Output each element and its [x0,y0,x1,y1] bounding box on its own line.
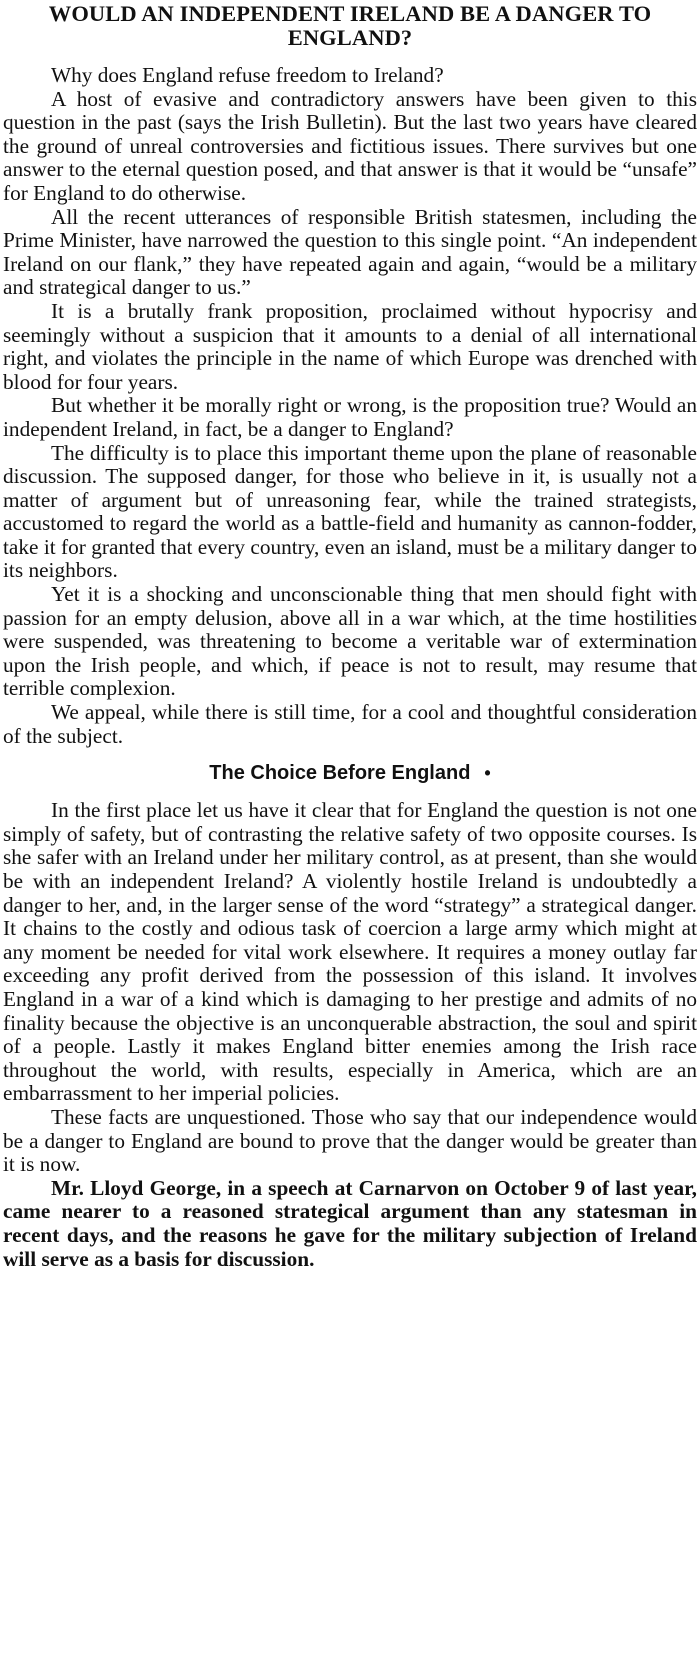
paragraph-7: Yet it is a shocking and unconscionable thing that men should fight with passion for an empty delusion, above all in a war which, at the time hostilities were suspended, was threatening to become a veritable war of extermination upon the Irish people, and which, if peace is not to result, may resume that terrible complexion. [3,582,697,701]
paragraph-4: It is a brutally frank proposition, proclaimed without hypocrisy and seemingly without a suspicion that it amounts to a denial of all international right, and violates the principle in the name of which Europe was drenched with blood for four years. [3,298,697,394]
paragraph-6: The difficulty is to place this important theme upon the plane of reasonable discussion. The supposed danger, for those who believe in it, is usually not a matter of argument but of unreasoning fear, while the trained strategists, accustomed to regard the world as a battle-field and humanity as cannon-fodder, take it for granted that every country, even an island, must be a military danger to its neighbors. [3,440,697,583]
paragraph-11: Mr. Lloyd George, in a speech at Carnarvon on October 9 of last year, came nearer to a reasoned strategical argument than any statesman in recent days, and the reasons he gave for the military subjection of Ireland will serve as a basis for discussion. [3,1175,697,1271]
article-headline: WOULD AN INDEPENDENT IRELAND BE A DANGER TO ENGLAND? [48,1,652,50]
newspaper-article [3,0,697,1271]
paragraph-10: These facts are unquestioned. Those who say that our independence would be a danger to England are bound to prove that the danger would be greater than it is now. [3,1104,697,1177]
paragraph-3: All the recent utterances of responsible British statesmen, including the Prime Minister, have narrowed the question to this single point. “An independent Ireland on our flank,” they have repeated again and again, “would be a military and strategical danger to us.” [3,204,697,300]
subheading-text: The Choice Before England [209,762,471,785]
article-body [3,64,697,1271]
paragraph-2: A host of evasive and contradictory answers have been given to this question in the past (says the Irish Bulletin). But the last two years have cleared the ground of unreal controversies and fictitious issues. There survives but one answer to the eternal question posed, and that answer is that it would be “unsafe” for England to do otherwise. [3,86,697,205]
paragraph-5: But whether it be morally right or wrong, is the proposition true? Would an independent Ireland, in fact, be a danger to England? [3,393,697,441]
paragraph-9: In the first place let us have it clear that for England the question is not one simply of safety, but of contrasting the relative safety of two opposite courses. Is she safer with an Ireland under her military control, as at present, than she would be with an independent Ireland? A violently hostile Ireland is undoubtedly a danger to her, and, in the larger sense of the word “strategy” a strategical danger. It chains to the costly and odious task of coercion a large army which might at any moment be needed for vital work elsewhere. It requires a money outlay far exceeding any profit derived from the possession of this island. It involves England in a war of a kind which is damaging to her prestige and admits of no finality because the objective is an unconquerable abstraction, the soul and spirit of a people. Lastly it makes England bitter enemies among the Irish race throughout the world, with results, especially in America, which are an embarrassment to her imperial policies. [3,798,697,1106]
paragraph-8: We appeal, while there is still time, for a cool and thoughtful consideration of the subject. [3,700,697,748]
subheading-bullet-mark: • [484,763,491,784]
section-subheading [3,761,697,785]
paragraph-1: Why does England refuse freedom to Ireland? [51,63,444,87]
